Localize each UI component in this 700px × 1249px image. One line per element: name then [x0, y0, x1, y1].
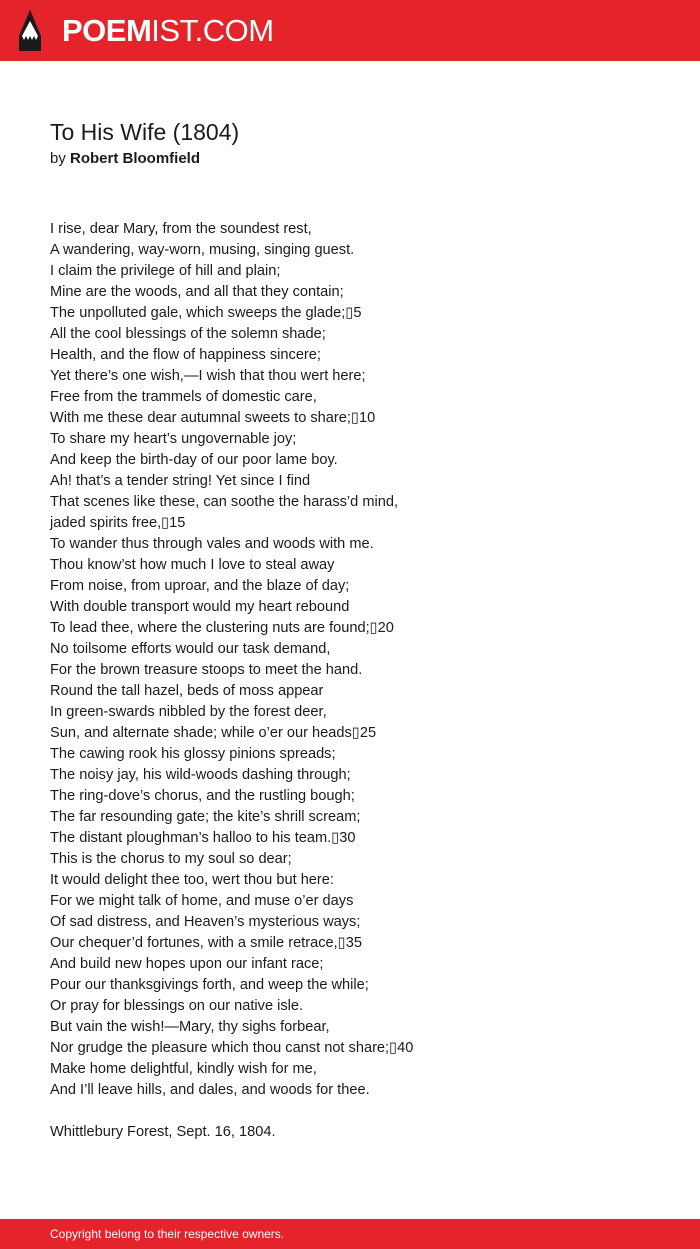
copyright-text: Copyright belong to their respective owners. [50, 1227, 285, 1241]
poem-line: No toilsome efforts would our task demand, [50, 641, 331, 657]
poem-line: And build new hopes upon our infant race; [50, 956, 324, 972]
poem-line: This is the chorus to my soul so dear; [50, 851, 292, 867]
poem-line: Yet there’s one wish,—I wish that thou wert here; [50, 368, 366, 384]
pencil-tip-icon[interactable] [17, 9, 43, 52]
poem-heading [50, 116, 670, 170]
site-footer [0, 1219, 700, 1249]
poem-line: For the brown treasure stoops to meet the hand. [50, 662, 363, 678]
poem-line: That scenes like these, can soothe the harass’d mind, [50, 494, 399, 510]
poem-line: All the cool blessings of the solemn shade; [50, 326, 326, 342]
poem-line: Mine are the woods, and all that they contain; [50, 284, 344, 300]
poem-title: To His Wife (1804) [50, 119, 240, 145]
by-label: by [50, 150, 66, 167]
poem-line: The cawing rook his glossy pinions spreads; [50, 746, 336, 762]
poem-line: The far resounding gate; the kite’s shrill scream; [50, 809, 361, 825]
poem-line: Health, and the flow of happiness sincere; [50, 347, 321, 363]
poem-line: The ring-dove’s chorus, and the rustling bough; [50, 788, 355, 804]
poem-line: Pour our thanksgivings forth, and weep the while; [50, 977, 369, 993]
poem-line: To wander thus through vales and woods with me. [50, 536, 374, 552]
poem-line: I rise, dear Mary, from the soundest rest, [50, 221, 312, 237]
site-header [0, 0, 700, 61]
poem-line: In green-swards nibbled by the forest deer, [50, 704, 327, 720]
site-logo[interactable] [62, 11, 274, 51]
poem-line: With me these dear autumnal sweets to share;▯10 [50, 410, 376, 426]
poem-line: Our chequer’d fortunes, with a smile retrace,▯35 [50, 935, 362, 951]
poem-byline [50, 148, 670, 170]
logo-brand-light: IST.COM [151, 13, 274, 48]
poem-line: And keep the birth-day of our poor lame boy. [50, 452, 338, 468]
poem-line: It would delight thee too, wert thou but here: [50, 872, 334, 888]
poem-line: Ah! that’s a tender string! Yet since I find [50, 473, 311, 489]
poem-line: Thou know’st how much I love to steal away [50, 557, 335, 573]
poem-line: jaded spirits free,▯15 [50, 515, 186, 531]
poem-body [50, 219, 670, 1101]
poem-line: And I’ll leave hills, and dales, and woods for thee. [50, 1082, 370, 1098]
poem-line: Free from the trammels of domestic care, [50, 389, 317, 405]
poem-line: But vain the wish!—Mary, thy sighs forbear, [50, 1019, 330, 1035]
poem-line: Round the tall hazel, beds of moss appear [50, 683, 324, 699]
poem-line: From noise, from uproar, and the blaze of day; [50, 578, 350, 594]
poem-line: The unpolluted gale, which sweeps the glade;▯5 [50, 305, 362, 321]
poem-line: The noisy jay, his wild-woods dashing through; [50, 767, 351, 783]
poem-line: Sun, and alternate shade; while o’er our heads▯25 [50, 725, 377, 741]
poem-line: With double transport would my heart rebound [50, 599, 350, 615]
poem-line: To share my heart’s ungovernable joy; [50, 431, 297, 447]
poem-line: Make home delightful, kindly wish for me, [50, 1061, 317, 1077]
poem-place-date: Whittlebury Forest, Sept. 16, 1804. [50, 1124, 276, 1140]
poem-line: Of sad distress, and Heaven’s mysterious ways; [50, 914, 361, 930]
poem-line: A wandering, way-worn, musing, singing guest. [50, 242, 355, 258]
poem-line: Or pray for blessings on our native isle. [50, 998, 304, 1014]
author-name[interactable]: Robert Bloomfield [70, 150, 201, 167]
poem-line: Nor grudge the pleasure which thou canst not share;▯40 [50, 1040, 414, 1056]
logo-brand-bold: POEM [62, 13, 152, 48]
poem-line: For we might talk of home, and muse o’er days [50, 893, 354, 909]
poem-line: To lead thee, where the clustering nuts are found;▯20 [50, 620, 394, 636]
poem-line: The distant ploughman’s halloo to his team.▯30 [50, 830, 356, 846]
poem-line: I claim the privilege of hill and plain; [50, 263, 281, 279]
